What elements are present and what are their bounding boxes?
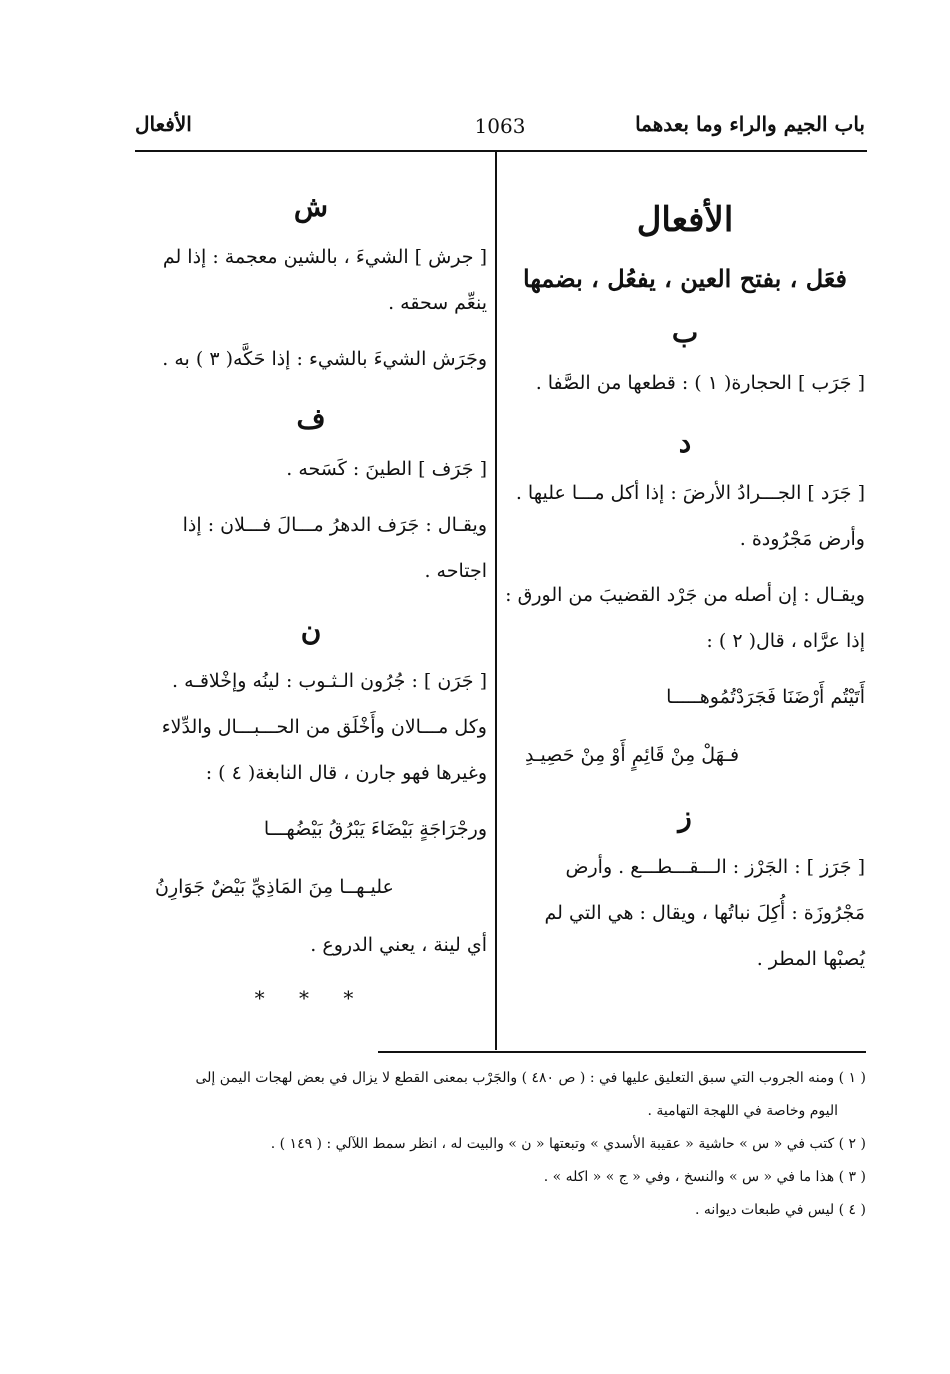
section-title: الأفعال bbox=[636, 200, 734, 240]
section-subtitle: فعَل ، بفتح العين ، يفعُل ، بضمها bbox=[523, 264, 847, 293]
page-number: 1063 bbox=[474, 114, 526, 138]
verse-line-4: عليـهــا مِنَ المَاذِيِّ بَيْضٌ جَوَارِنُ bbox=[155, 876, 394, 898]
footnotes bbox=[140, 1062, 866, 1227]
footnote-2: ( ٢ ) كتب في « س » حاشية « عقيبة الأسدي » وتبعتها « ن » والبيت له ، انظر سمط اللآلي : ( ١٤٩ ) . bbox=[270, 1136, 866, 1152]
entry-jaraf-continued: ويقـال : جَرَف الدهرُ مـــالَ فـــلان : إذا اجتاحه . bbox=[182, 514, 487, 582]
verse-line-1: أَتَيْتُم أَرْضَنَا فَجَرَدْتُمُوهـــــا bbox=[666, 686, 865, 708]
entry-jaraf: [ جَرَف ] الطينَ : كَسَحه . bbox=[286, 458, 487, 480]
letter-heading-sh: ش bbox=[293, 190, 329, 223]
running-head-section: الأفعال bbox=[135, 112, 192, 136]
verse-line-2: فـهَلْ مِنْ قَائِمٍ أَوْ مِنْ حَصِيـدِ bbox=[525, 744, 740, 766]
letter-heading-f: ف bbox=[296, 402, 326, 435]
entry-jarad: [ جَرَد ] الجـــرادُ الأرضَ : إذا أكل مـــا عليها . وأرض مَجْرُودة . bbox=[515, 482, 865, 550]
entry-jarab: [ جَرَب ] الحجارة( ١ ) : قطعها من الصَّفا . bbox=[535, 372, 865, 394]
column-divider bbox=[495, 152, 497, 1050]
letter-heading-b: ب bbox=[671, 316, 699, 349]
footnote-rule bbox=[378, 1051, 866, 1053]
running-head-chapter: باب الجيم والراء وما بعدهما bbox=[635, 112, 865, 136]
entry-jarash: [ جرش ] الشيءَ ، بالشين معجمة : إذا لم ينعِّم سحقه . bbox=[162, 246, 487, 314]
header-rule bbox=[135, 150, 867, 152]
footnote-1-continued: اليوم وخاصة في اللهجة التهامية . bbox=[647, 1103, 838, 1119]
section-end-stars: * * * bbox=[254, 986, 368, 1010]
left-column bbox=[135, 180, 487, 1018]
footnote-3: ( ٣ ) هذا ما في « س » والنسخ ، وفي « ج » « اكله » . bbox=[543, 1169, 866, 1185]
letter-heading-z: ز bbox=[678, 800, 692, 833]
letter-heading-d: د bbox=[678, 426, 692, 459]
page-header bbox=[135, 112, 865, 148]
entry-jarash-continued: وجَرَش الشيءَ بالشيء : إذا حَكَّه( ٣ ) به . bbox=[162, 348, 487, 370]
letter-heading-n: ن bbox=[300, 614, 322, 647]
right-column bbox=[505, 190, 865, 992]
entry-jarad-continued: ويقـال : إن أصله من جَرْد القضيبَ من الورق : إذا عرَّاه ، قال( ٢ ) : bbox=[505, 584, 865, 652]
entry-jaran-gloss: أي لينة ، يعني الدروع . bbox=[310, 934, 487, 956]
entry-jaran: [ جَرَن ] : جُرُون الـثـوب : لينُه وإخْلاقـه . وكل مـــالان وأَخْلَق من الحـــبـــال والدِّلاء وغيرها فهو جارن ، قال النابغة( ٤ ) : bbox=[161, 670, 487, 784]
footnote-4: ( ٤ ) ليس في طبعات ديوانه . bbox=[695, 1202, 866, 1218]
entry-jaraz: [ جَرَز ] : الجَرْز : الـــقـــطـــع . وأرض مَجْرُوزَة : أُكِلَ نباتُها ، ويقال : هي التي لم يُصبْها المطر . bbox=[544, 856, 865, 970]
verse-line-3: ورجْرَاجَةٍ بَيْضَاءَ يَبْرُقُ بَيْضُهـــا bbox=[263, 818, 487, 840]
footnote-1: ( ١ ) ومنه الجروب التي سبق التعليق عليها في : ( ص ٤٨٠ ) والجَرْب بمعنى القطع لا يزال في بعض لهجات اليمن إلى bbox=[195, 1070, 866, 1086]
